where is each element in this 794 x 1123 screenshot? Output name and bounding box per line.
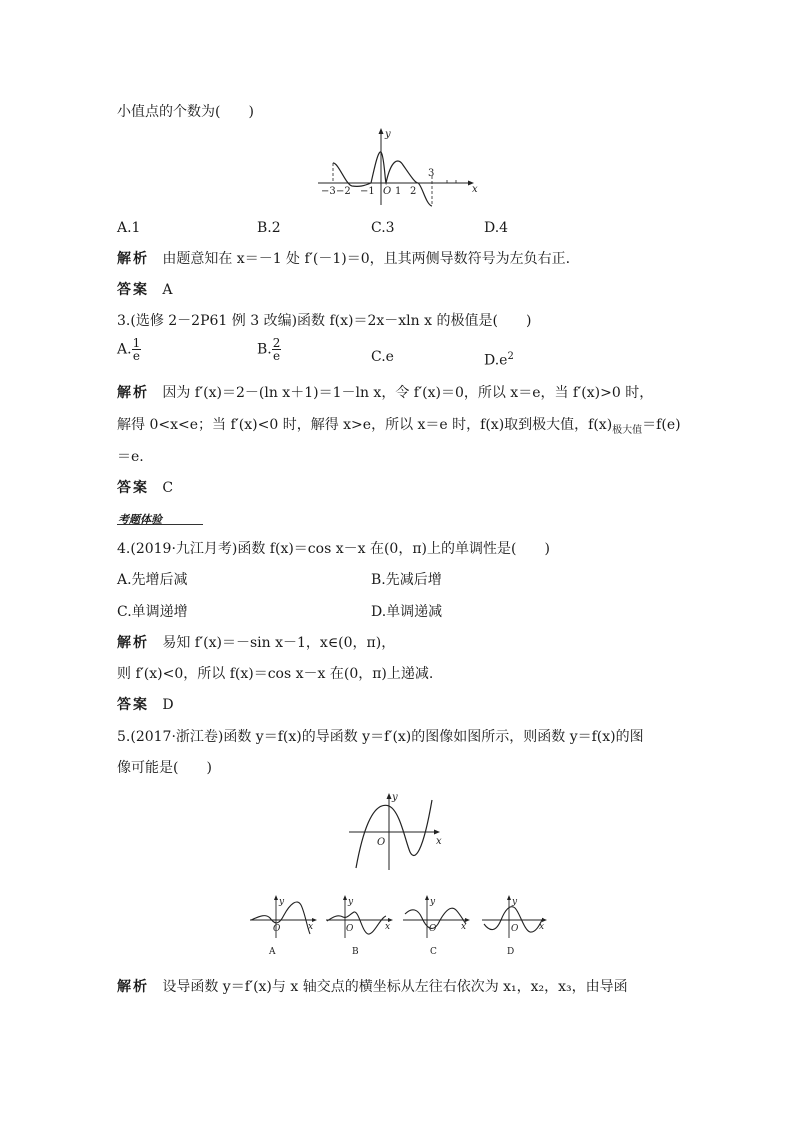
- q3-option-a: A. $\frac{1}{e}$: [117, 336, 141, 363]
- q3-option-d: $D.e^2$: [484, 351, 514, 369]
- q5-graph-c-label: C: [430, 947, 437, 957]
- q2-option-a: A.1: [117, 220, 141, 236]
- q5-main-y-label: y: [392, 792, 398, 803]
- q2-tick-neg1: −1: [360, 186, 375, 197]
- q4-analysis-2: 则 f′(x)<0，所以 f(x)＝cos x－x 在(0，π)上递减.: [117, 666, 434, 682]
- q3-a-num: 1: [132, 336, 141, 350]
- q3-answer-label: 答案: [117, 480, 149, 496]
- q3-answer-value: C: [162, 480, 174, 496]
- q4-option-b: B.先减后增: [371, 572, 442, 588]
- q4-answer-value: D: [162, 697, 174, 713]
- q2-analysis-label: 解析: [117, 251, 149, 267]
- q2-option-c: C.3: [371, 220, 395, 236]
- section-tag: 考题体验: [118, 513, 162, 526]
- q2-tick-1: 1: [395, 186, 402, 197]
- q2-answer-value: A: [162, 282, 173, 298]
- svg-text:O: O: [429, 924, 437, 934]
- q3-option-b: B. $\frac{2}{e}$: [257, 336, 281, 363]
- q3-sub-max: 极大值: [612, 424, 643, 436]
- q3-b-num: 2: [272, 336, 281, 350]
- svg-text:O: O: [273, 924, 281, 934]
- q5-stem-1: 5.(2017·浙江卷)函数 y＝f(x)的导函数 y＝f′(x)的图像如图所示，则函数 y＝f(x)的图: [117, 729, 644, 745]
- q5-graph-d: [482, 895, 547, 957]
- q2-tick-neg3: −3: [321, 186, 336, 197]
- q4-stem: 4.(2019·九江月考)函数 f(x)＝cos x－x 在(0，π)上的单调性是( ): [117, 541, 550, 557]
- q5-graph-c: [403, 895, 470, 957]
- q3-analysis-3: ＝e.: [117, 449, 144, 465]
- q4-analysis-1: 解析 易知 f′(x)＝－sin x－1，x∈(0，π)，: [117, 635, 396, 651]
- q5-graph-a-label: A: [269, 947, 276, 957]
- q3-stem: 3.(选修 2－2P61 例 3 改编)函数 f(x)＝2x－xln x 的极值是( ): [117, 313, 532, 329]
- q2-tick-2: 2: [410, 186, 417, 197]
- q2-origin: O: [383, 186, 392, 197]
- q4-option-a: A.先增后减: [117, 572, 188, 588]
- q4-option-d: D.单调递减: [371, 604, 443, 620]
- q3-analysis-label: 解析: [117, 385, 149, 401]
- svg-text:x: x: [385, 922, 391, 932]
- q4-option-c: C.单调递增: [117, 604, 188, 620]
- q2-option-b: B.2: [257, 220, 281, 236]
- q5-graph-b-label: B: [352, 947, 359, 957]
- q3-option-c: C.e: [371, 349, 394, 365]
- svg-text:x: x: [539, 922, 545, 932]
- q5-graph-a: [250, 895, 317, 957]
- q5-main-origin: O: [377, 837, 386, 848]
- q5-graph-b-curve: [327, 912, 386, 934]
- svg-text:y: y: [430, 897, 436, 907]
- q5-graph-d-label: D: [507, 947, 515, 957]
- q3-b-den: e: [273, 349, 281, 363]
- q3-a-den: e: [132, 349, 140, 363]
- svg-text:O: O: [346, 924, 354, 934]
- q4-analysis-label: 解析: [117, 635, 149, 651]
- q2-x-label: x: [472, 184, 478, 195]
- q4-answer-label: 答案: [117, 697, 149, 713]
- q2-stem-tail: 小值点的个数为( ): [117, 104, 254, 120]
- svg-text:x: x: [308, 922, 314, 932]
- q5-analysis: 解析 设导函数 y＝f′(x)与 x 轴交点的横坐标从左往右依次为 x₁，x₂，x₃，由导函: [117, 979, 628, 995]
- svg-text:y: y: [512, 897, 518, 907]
- svg-text:O: O: [511, 924, 519, 934]
- svg-text:y: y: [279, 897, 285, 907]
- q2-analysis-text: 由题意知在 x＝－1 处 f′(－1)＝0，且其两侧导数符号为左负右正.: [162, 251, 571, 267]
- q5-analysis-label: 解析: [117, 979, 149, 995]
- q5-main-x-label: x: [436, 836, 442, 847]
- q5-graph-b: [326, 895, 393, 957]
- q3-analysis-1: 解析 因为 f′(x)＝2－(ln x＋1)＝1－ln x，令 f′(x)＝0，所以 x＝e，当 f′(x)>0 时，: [117, 385, 654, 401]
- q2-y-label: y: [385, 129, 391, 140]
- q5-stem-2: 像可能是( ): [117, 760, 212, 776]
- q3-analysis-2: 解得 0<x<e；当 f′(x)<0 时，解得 x>e，所以 x＝e 时，f(x)取到极大值，$f(x)_{极大值}=f(e)$: [117, 417, 681, 436]
- q2-tick-3: 3: [428, 168, 435, 179]
- q3-d-sup: 2: [507, 351, 514, 362]
- svg-text:y: y: [348, 897, 354, 907]
- svg-text:x: x: [461, 922, 467, 932]
- q2-option-d: D.4: [484, 220, 509, 236]
- q2-answer-label: 答案: [117, 282, 149, 298]
- q2-tick-neg2: −2: [336, 186, 351, 197]
